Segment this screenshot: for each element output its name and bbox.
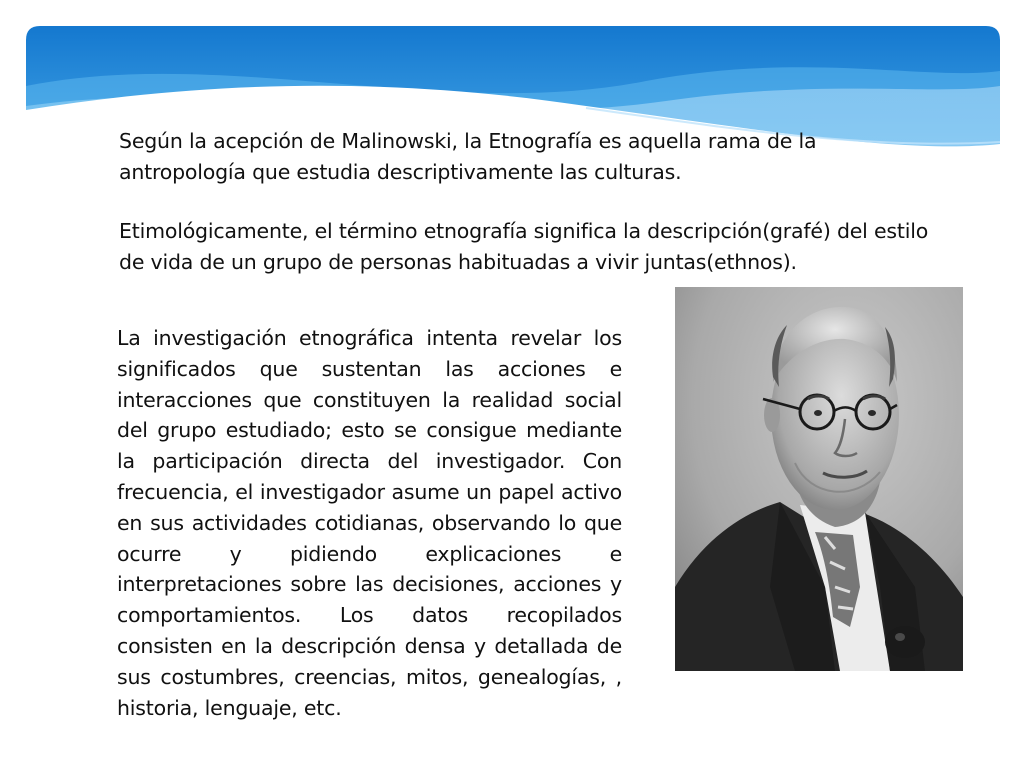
etymology-paragraph: Etimológicamente, el término etnografía significa la descripción(grafé) del estilo de vida de un grupo de personas habituadas a vivir juntas(ethnos). (119, 219, 929, 274)
portrait-photo (675, 287, 963, 671)
intro-paragraph: Según la acepción de Malinowski, la Etnografía es aquella rama de la antropología que estudia descriptivamente las culturas. (119, 129, 817, 184)
research-paragraph: La investigación etnográfica intenta revelar los significados que sustentan las acciones e interacciones que constituyen la realidad social del grupo estudiado; esto se consigue mediante la participación directa del investigador. Con frecuencia, el investigador asume un papel activo en sus actividades cotidianas, observando lo que ocurre y pidiendo explicaciones e interpretaciones sobre las decisiones, acciones y comportamientos. Los datos recopilados consisten en la descripción densa y detallada de sus costumbres, creencias, mitos, genealogías, , historia, lenguaje, etc. (117, 326, 622, 720)
